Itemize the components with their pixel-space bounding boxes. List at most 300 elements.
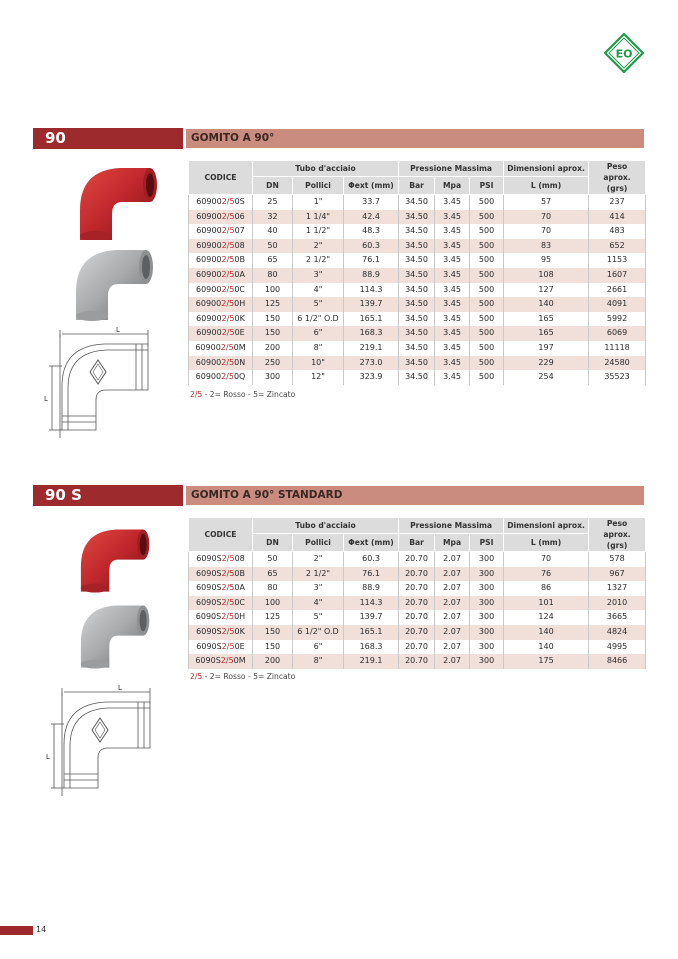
table-row — [189, 654, 646, 669]
cell-pollici: 3" — [293, 581, 344, 596]
cell-psi: 500 — [470, 370, 504, 385]
cell-codice — [189, 224, 253, 239]
cell-pollici: 2" — [293, 552, 344, 567]
cell-l: 140 — [504, 297, 589, 312]
col-peso: Peso aprox. (grs) — [589, 161, 646, 195]
section-title: GOMITO A 90° — [186, 129, 644, 148]
cell-phi: 76.1 — [344, 567, 399, 582]
cell-peso: 967 — [589, 567, 646, 582]
codice-pre: 60900 — [196, 313, 222, 323]
cell-phi: 165.1 — [344, 625, 399, 640]
codice-var: 2/5 — [221, 269, 235, 279]
codice-pre: 60900 — [195, 372, 222, 382]
spec-table-gomito-90 — [188, 160, 646, 385]
codice-var: 2/5 — [221, 357, 235, 367]
codice-suf: 0C — [234, 284, 245, 294]
dim-label-side: L — [46, 753, 50, 761]
codice-var: 2/5 — [221, 240, 235, 250]
col-phi: Φext (mm) — [344, 534, 399, 552]
cell-bar: 34.50 — [399, 253, 435, 268]
cell-pollici: 4" — [293, 283, 344, 298]
cell-dn: 40 — [253, 224, 293, 239]
col-mpa: Mpa — [435, 177, 470, 195]
cell-pollici: 12" — [293, 370, 344, 385]
table-row — [189, 283, 646, 298]
cell-mpa: 3.45 — [435, 341, 470, 356]
codice-pre: 6090S — [196, 554, 222, 563]
table-row — [189, 341, 646, 356]
col-dimensioni: Dimensioni aprox. — [504, 518, 589, 534]
cell-mpa: 3.45 — [435, 312, 470, 327]
cell-l: 197 — [504, 341, 589, 356]
table-body — [189, 195, 646, 385]
col-pressione: Pressione Massima — [399, 518, 504, 534]
cell-l: 95 — [504, 253, 589, 268]
table-row — [189, 552, 646, 567]
cell-l: 140 — [504, 625, 589, 640]
codice-suf: 0C — [234, 597, 245, 607]
codice-var: 2/5 — [221, 626, 235, 636]
cell-pollici: 8" — [293, 654, 344, 669]
grey-elbow-image — [66, 240, 156, 322]
section-tag: 90 — [33, 128, 183, 149]
codice-var: 2/5 — [221, 583, 235, 593]
cell-psi: 500 — [470, 239, 504, 254]
table-row — [189, 640, 646, 655]
cell-l: 175 — [504, 654, 589, 669]
cell-psi: 300 — [470, 625, 504, 640]
cell-codice — [189, 567, 253, 582]
codice-suf: 0N — [234, 357, 246, 367]
cell-mpa: 2.07 — [435, 567, 470, 582]
cell-codice — [189, 253, 253, 268]
cell-mpa: 3.45 — [435, 210, 470, 225]
cell-l: 57 — [504, 195, 589, 210]
cell-dn: 125 — [253, 610, 293, 625]
col-l: L (mm) — [504, 534, 589, 552]
cell-dn: 80 — [253, 268, 293, 283]
cell-bar: 34.50 — [399, 268, 435, 283]
cell-pollici: 2 1/2" — [293, 567, 344, 582]
cell-dn: 100 — [253, 283, 293, 298]
cell-dn: 200 — [253, 341, 293, 356]
cell-dn: 50 — [253, 552, 293, 567]
cell-codice — [189, 581, 253, 596]
cell-phi: 139.7 — [344, 610, 399, 625]
cell-peso: 4995 — [589, 640, 646, 655]
cell-phi: 60.3 — [344, 239, 399, 254]
cell-bar: 34.50 — [399, 326, 435, 341]
table-row — [189, 268, 646, 283]
cell-peso: 4091 — [589, 297, 646, 312]
red-elbow-image — [72, 520, 152, 594]
cell-psi: 500 — [470, 312, 504, 327]
elbow-technical-drawing — [44, 326, 156, 438]
eo-logo — [604, 33, 644, 73]
table-row — [189, 326, 646, 341]
cell-phi: 88.9 — [344, 268, 399, 283]
section-title: GOMITO A 90° STANDARD — [186, 486, 644, 505]
cell-mpa: 3.45 — [435, 370, 470, 385]
cell-phi: 42.4 — [344, 210, 399, 225]
cell-mpa: 3.45 — [435, 239, 470, 254]
table-row — [189, 195, 646, 210]
table-row — [189, 596, 646, 611]
codice-suf: 0B — [234, 568, 245, 578]
cell-l: 229 — [504, 356, 589, 371]
cell-codice — [189, 297, 253, 312]
cell-dn: 50 — [253, 239, 293, 254]
cell-codice — [189, 640, 253, 655]
note-code: 2/5 — [190, 390, 203, 399]
cell-l: 127 — [504, 283, 589, 298]
cell-phi: 219.1 — [344, 341, 399, 356]
cell-pollici: 10" — [293, 356, 344, 371]
cell-pollici: 5" — [293, 610, 344, 625]
cell-l: 83 — [504, 239, 589, 254]
cell-mpa: 3.45 — [435, 224, 470, 239]
cell-pollici: 2 1/2" — [293, 253, 344, 268]
cell-codice — [189, 312, 253, 327]
cell-psi: 500 — [470, 210, 504, 225]
cell-dn: 150 — [253, 312, 293, 327]
codice-suf: 0M — [233, 342, 246, 352]
note-variants — [190, 390, 295, 399]
cell-pollici: 1 1/2" — [293, 224, 344, 239]
cell-l: 70 — [504, 552, 589, 567]
cell-bar: 34.50 — [399, 341, 435, 356]
cell-peso: 2010 — [589, 596, 646, 611]
cell-phi: 323.9 — [344, 370, 399, 385]
codice-var: 2/5 — [221, 328, 235, 338]
codice-pre: 60900 — [196, 226, 222, 236]
cell-peso: 652 — [589, 239, 646, 254]
cell-peso: 6069 — [589, 326, 646, 341]
col-psi: PSI — [470, 534, 504, 552]
codice-suf: 0A — [234, 269, 245, 279]
cell-mpa: 2.07 — [435, 610, 470, 625]
codice-suf: 0M — [233, 656, 246, 666]
codice-pre: 60900 — [196, 197, 222, 206]
cell-peso: 1153 — [589, 253, 646, 268]
codice-var: 2/5 — [221, 255, 235, 265]
codice-var: 2/5 — [221, 641, 235, 651]
codice-suf: 0E — [234, 328, 245, 338]
cell-codice — [189, 654, 253, 669]
codice-var: 2/5 — [221, 299, 235, 309]
table-row — [189, 253, 646, 268]
cell-psi: 500 — [470, 224, 504, 239]
cell-psi: 500 — [470, 356, 504, 371]
col-tubo: Tubo d'acciaio — [253, 518, 399, 534]
table-row — [189, 610, 646, 625]
cell-mpa: 3.45 — [435, 326, 470, 341]
note-text: - 2= Rosso - 5= Zincato — [202, 672, 296, 681]
cell-bar: 20.70 — [399, 640, 435, 655]
col-peso: Peso aprox. (grs) — [589, 518, 646, 552]
cell-phi: 88.9 — [344, 581, 399, 596]
col-mpa: Mpa — [435, 534, 470, 552]
cell-phi: 139.7 — [344, 297, 399, 312]
cell-bar: 34.50 — [399, 356, 435, 371]
footer-bar — [0, 926, 33, 935]
cell-peso: 35523 — [589, 370, 646, 385]
cell-psi: 300 — [470, 640, 504, 655]
col-dimensioni: Dimensioni aprox. — [504, 161, 589, 177]
cell-mpa: 3.45 — [435, 297, 470, 312]
codice-suf: 0S — [234, 197, 245, 206]
grey-elbow-image — [72, 596, 152, 670]
cell-pollici: 6" — [293, 326, 344, 341]
cell-peso: 2661 — [589, 283, 646, 298]
codice-suf: 0B — [234, 255, 245, 265]
elbow-technical-drawing — [46, 683, 158, 797]
table-row — [189, 297, 646, 312]
codice-suf: 0E — [234, 641, 245, 651]
cell-phi: 48.3 — [344, 224, 399, 239]
cell-dn: 300 — [253, 370, 293, 385]
cell-psi: 500 — [470, 341, 504, 356]
cell-pollici: 8" — [293, 341, 344, 356]
col-l: L (mm) — [504, 177, 589, 195]
codice-var: 2/5 — [221, 568, 235, 578]
codice-pre: 60900 — [195, 357, 222, 367]
note-text: - 2= Rosso - 5= Zincato — [202, 390, 296, 399]
cell-mpa: 3.45 — [435, 253, 470, 268]
cell-peso: 578 — [589, 552, 646, 567]
codice-pre: 60900 — [196, 328, 222, 338]
cell-psi: 300 — [470, 610, 504, 625]
table-row — [189, 239, 646, 254]
cell-l: 76 — [504, 567, 589, 582]
cell-bar: 34.50 — [399, 283, 435, 298]
cell-psi: 500 — [470, 195, 504, 210]
cell-phi: 273.0 — [344, 356, 399, 371]
cell-dn: 150 — [253, 625, 293, 640]
cell-phi: 60.3 — [344, 552, 399, 567]
cell-peso: 3665 — [589, 610, 646, 625]
cell-psi: 300 — [470, 552, 504, 567]
codice-suf: 0H — [234, 612, 246, 622]
cell-bar: 20.70 — [399, 567, 435, 582]
cell-psi: 500 — [470, 253, 504, 268]
codice-pre: 6090S — [195, 612, 222, 622]
cell-pollici: 1 1/4" — [293, 210, 344, 225]
cell-bar: 20.70 — [399, 654, 435, 669]
col-dn: DN — [253, 177, 293, 195]
codice-suf: 0K — [234, 313, 245, 323]
cell-mpa: 2.07 — [435, 552, 470, 567]
codice-pre: 60900 — [195, 342, 221, 352]
codice-suf: 07 — [234, 226, 245, 236]
codice-suf: 06 — [234, 211, 245, 221]
codice-pre: 60900 — [196, 240, 222, 250]
codice-suf: 0K — [234, 626, 245, 636]
note-code: 2/5 — [190, 672, 203, 681]
cell-pollici: 3" — [293, 268, 344, 283]
cell-l: 70 — [504, 210, 589, 225]
codice-pre: 60900 — [195, 284, 222, 294]
cell-l: 165 — [504, 326, 589, 341]
codice-pre: 6090S — [196, 641, 222, 651]
cell-pollici: 1" — [293, 195, 344, 210]
col-pressione: Pressione Massima — [399, 161, 504, 177]
cell-dn: 150 — [253, 640, 293, 655]
cell-dn: 65 — [253, 253, 293, 268]
cell-codice — [189, 283, 253, 298]
cell-psi: 300 — [470, 567, 504, 582]
cell-codice — [189, 239, 253, 254]
codice-var: 2/5 — [221, 597, 235, 607]
cell-dn: 32 — [253, 210, 293, 225]
dim-label-top: L — [118, 684, 122, 692]
cell-dn: 250 — [253, 356, 293, 371]
cell-l: 101 — [504, 596, 589, 611]
cell-codice — [189, 610, 253, 625]
cell-l: 108 — [504, 268, 589, 283]
codice-var: 2/5 — [220, 342, 234, 352]
page-number: 14 — [36, 925, 47, 934]
codice-pre: 6090S — [196, 597, 222, 607]
cell-mpa: 3.45 — [435, 195, 470, 210]
codice-var: 2/5 — [221, 226, 235, 236]
cell-peso: 1607 — [589, 268, 646, 283]
cell-psi: 500 — [470, 268, 504, 283]
cell-bar: 34.50 — [399, 224, 435, 239]
col-dn: DN — [253, 534, 293, 552]
cell-codice — [189, 370, 253, 385]
cell-l: 70 — [504, 224, 589, 239]
cell-bar: 20.70 — [399, 610, 435, 625]
table-row — [189, 567, 646, 582]
cell-bar: 34.50 — [399, 312, 435, 327]
cell-phi: 168.3 — [344, 326, 399, 341]
codice-var: 2/5 — [221, 372, 234, 382]
cell-psi: 300 — [470, 596, 504, 611]
cell-pollici: 5" — [293, 297, 344, 312]
cell-peso: 414 — [589, 210, 646, 225]
col-phi: Φext (mm) — [344, 177, 399, 195]
section-tag: 90 S — [33, 485, 183, 506]
cell-psi: 500 — [470, 297, 504, 312]
cell-peso: 8466 — [589, 654, 646, 669]
codice-pre: 6090S — [196, 583, 222, 593]
table-row — [189, 581, 646, 596]
cell-peso: 1327 — [589, 581, 646, 596]
cell-l: 86 — [504, 581, 589, 596]
cell-peso: 483 — [589, 224, 646, 239]
cell-bar: 34.50 — [399, 195, 435, 210]
codice-var: 2/5 — [221, 554, 235, 563]
codice-pre: 60900 — [196, 211, 222, 221]
cell-psi: 500 — [470, 283, 504, 298]
codice-var: 2/5 — [221, 197, 235, 206]
codice-suf: 0Q — [233, 372, 246, 382]
cell-codice — [189, 341, 253, 356]
cell-bar: 20.70 — [399, 596, 435, 611]
dim-label-side: L — [44, 395, 48, 403]
cell-mpa: 3.45 — [435, 283, 470, 298]
cell-mpa: 3.45 — [435, 356, 470, 371]
col-codice: CODICE — [189, 518, 253, 552]
codice-var: 2/5 — [221, 284, 235, 294]
codice-suf: 0H — [234, 299, 246, 309]
logo-text: EO — [615, 47, 633, 61]
note-variants — [190, 672, 295, 681]
cell-bar: 34.50 — [399, 370, 435, 385]
cell-bar: 20.70 — [399, 552, 435, 567]
cell-mpa: 2.07 — [435, 625, 470, 640]
cell-bar: 34.50 — [399, 210, 435, 225]
codice-var: 2/5 — [221, 313, 235, 323]
cell-codice — [189, 210, 253, 225]
codice-pre: 60900 — [195, 299, 222, 309]
cell-dn: 80 — [253, 581, 293, 596]
cell-dn: 200 — [253, 654, 293, 669]
codice-pre: 60900 — [196, 269, 222, 279]
cell-psi: 500 — [470, 326, 504, 341]
dim-label-top: L — [116, 326, 120, 334]
table-row — [189, 224, 646, 239]
col-psi: PSI — [470, 177, 504, 195]
cell-l: 124 — [504, 610, 589, 625]
cell-dn: 125 — [253, 297, 293, 312]
cell-codice — [189, 326, 253, 341]
codice-pre: 6090S — [196, 568, 222, 578]
cell-codice — [189, 195, 253, 210]
table-row — [189, 356, 646, 371]
red-elbow-image — [70, 158, 160, 240]
table-row — [189, 370, 646, 385]
cell-l: 254 — [504, 370, 589, 385]
cell-codice — [189, 625, 253, 640]
col-bar: Bar — [399, 534, 435, 552]
cell-mpa: 3.45 — [435, 268, 470, 283]
cell-psi: 300 — [470, 654, 504, 669]
cell-codice — [189, 356, 253, 371]
table-row — [189, 625, 646, 640]
codice-suf: 08 — [234, 240, 245, 250]
cell-dn: 100 — [253, 596, 293, 611]
col-pollici: Pollici — [293, 534, 344, 552]
col-bar: Bar — [399, 177, 435, 195]
cell-mpa: 2.07 — [435, 654, 470, 669]
spec-table-gomito-90-standard — [188, 517, 646, 669]
cell-mpa: 2.07 — [435, 596, 470, 611]
cell-codice — [189, 268, 253, 283]
codice-pre: 6090S — [195, 656, 221, 666]
cell-peso: 24580 — [589, 356, 646, 371]
cell-phi: 114.3 — [344, 283, 399, 298]
codice-var: 2/5 — [221, 612, 235, 622]
cell-mpa: 2.07 — [435, 581, 470, 596]
cell-pollici: 4" — [293, 596, 344, 611]
codice-pre: 60900 — [196, 255, 222, 265]
cell-phi: 33.7 — [344, 195, 399, 210]
table-body — [189, 552, 646, 669]
cell-dn: 65 — [253, 567, 293, 582]
cell-peso: 11118 — [589, 341, 646, 356]
col-pollici: Pollici — [293, 177, 344, 195]
cell-l: 140 — [504, 640, 589, 655]
col-tubo: Tubo d'acciaio — [253, 161, 399, 177]
codice-var: 2/5 — [220, 656, 234, 666]
cell-peso: 5992 — [589, 312, 646, 327]
codice-var: 2/5 — [221, 211, 235, 221]
cell-mpa: 2.07 — [435, 640, 470, 655]
codice-pre: 6090S — [196, 626, 222, 636]
cell-pollici: 6 1/2" O.D — [293, 625, 344, 640]
